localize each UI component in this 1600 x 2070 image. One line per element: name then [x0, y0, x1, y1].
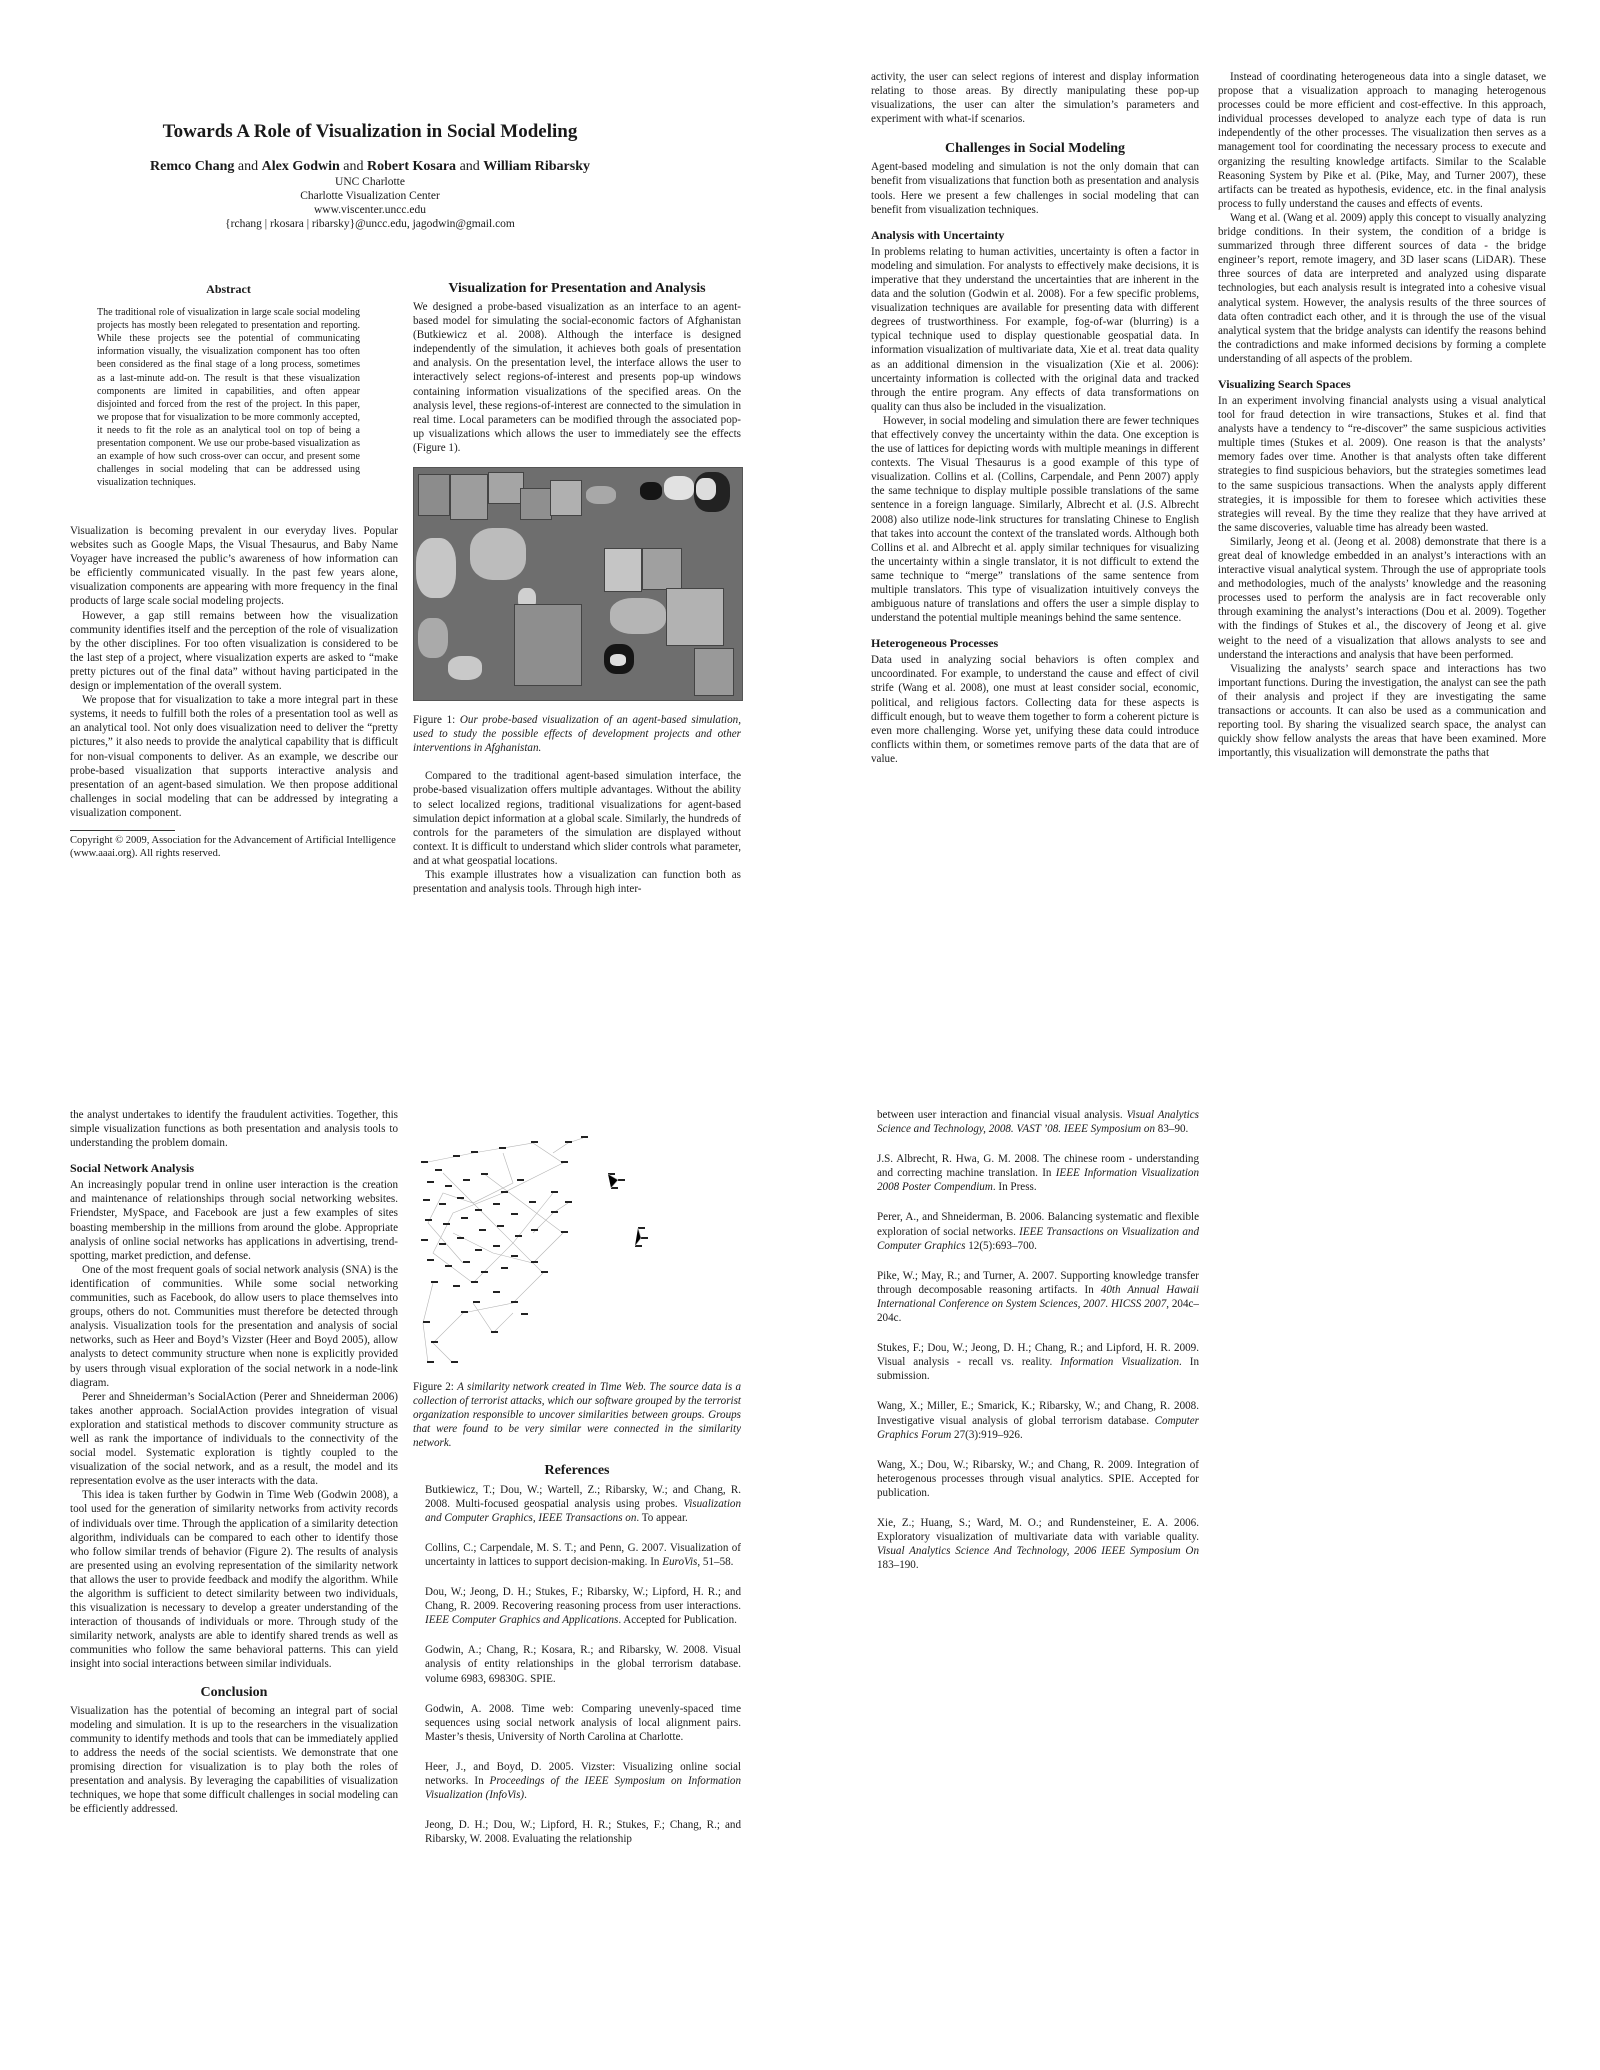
column-1-intro: [70, 524, 398, 860]
network-graph: [413, 1133, 741, 1368]
paragraph: Data used in analyzing social behaviors is often complex and uncoordinated. For example, to understand the cause and effect of civil strife (Wang et al. 2008), one must at least consider social, economic, political, and religious factors. Collecting data for these aspects is difficult enough, but to weave them together to form a coherent picture is even more challenging. Worse yet, unifying these data could introduce conflicts within them, or sometimes remove parts of the data that are of value.: [871, 654, 1199, 765]
copyright-notice: Copyright © 2009, Association for the Advancement of Artificial Intelligence (www.aaai.org). All rights reserved.: [70, 834, 396, 859]
column-3: [871, 70, 1199, 766]
reference-item: Collins, C.; Carpendale, M. S. T.; and Penn, G. 2007. Visualization of uncertainty in lattices to support decision-making. In EuroVis, 51–58.: [425, 1541, 741, 1568]
author-list: Remco Chang and Alex Godwin and Robert Kosara and William Ribarsky: [150, 159, 590, 174]
author: Alex Godwin: [261, 159, 340, 174]
author: William Ribarsky: [483, 159, 590, 174]
figure-caption-text: Our probe-based visualization of an agent-based simulation, used to study the possible effects of development projects and other interventions in Afghanistan.: [413, 714, 741, 755]
paragraph: Perer and Shneiderman’s SocialAction (Perer and Shneiderman 2006) takes another approach. SocialAction provides integration of visual exploration and statistical methods to discover community structure as well as rank the importance of individuals to the connectivity of the social model. Systematic exploration is tightly coupled to the visualization of the social network, and as a result, the model and its representation evolve as the user interacts with the data.: [70, 1390, 398, 1488]
subsection-heading: Heterogeneous Processes: [871, 636, 999, 651]
paragraph: Agent-based modeling and simulation is not the only domain that can benefit from visualizations that function both as presentation and analysis tools. Here we present a few challenges in social modeling that can benefit from visualization techniques.: [871, 161, 1199, 216]
references-heading: References: [544, 1463, 610, 1479]
column-2: [413, 1133, 741, 1862]
column-4: [1218, 70, 1546, 760]
figure-2-caption: [413, 1380, 741, 1450]
paragraph: However, in social modeling and simulation there are fewer techniques that effectively convey the uncertainty within the data. One exception is the use of lattices for depicting words with multiple meanings in different contexts. The Visual Thesaurus is a good example of this type of visualization. Collins et al. (Collins, Carpendale, and Penn 2007) apply the same technique to display multiple possible translations of the same sentence in a foreign language. Similarly, Albrecht et al. (J.S. Albrecht 2008) also utilize node-link structures for translating Chinese to English that takes into account the context of the translated words. Although both Collins et al. and Albrecht et al. apply similar techniques for visualizing the uncertainty within a single translator, it is not difficult to extend the same technique to “merge” translations of the same sentence from multiple translators. This type of visualization intuitively conveys the ambiguous nature of translations and offers the user a simple display to understand the potential multiple meanings behind the same sentence.: [871, 414, 1199, 625]
reference-item: Heer, J., and Boyd, D. 2005. Vizster: Visualizing online social networks. In Proceedings of the IEEE Symposium on Information Visualization (InfoVis).: [425, 1760, 741, 1802]
paragraph: Visualizing the analysts’ search space and interactions has two important functions. During the investigation, the analyst can see the path of their analysis and project if they are investigating the same transactions or accounts. It can also be used as a communication and reporting tool. By sharing the visualized search space, the analyst can quickly show fellow analysts the areas that have been examined. More importantly, this visualization will demonstrate the paths that: [1218, 662, 1546, 760]
affiliation-emails: {rchang | rkosara | ribarsky}@uncc.edu, jagodwin@gmail.com: [225, 218, 515, 230]
column-1: [70, 1108, 398, 1816]
reference-item: Pike, W.; May, R.; and Turner, A. 2007. Supporting knowledge transfer through decomposable reasoning artifacts. In 40th Annual Hawaii International Conference on System Sciences, 2007. HICSS 2007, 204c–204c.: [877, 1269, 1199, 1325]
paragraph: Instead of coordinating heterogeneous data into a single dataset, we propose that a visualization approach to managing heterogenous processes could be more efficient and cost-effective. In this approach, individual processes developed to analyze each type of data is run independently of the other processes. The visualization then serves as a management tool for coordinating the necessary process to execute and organizing the resulting knowledge artifacts. Similar to the Scalable Reasoning System by Pike et al. (Pike, May, and Turner 2007), these artifacts can be treated as hypothesis, evidence, etc. in the final analysis process to fully understand the causes and effects of events.: [1218, 71, 1546, 210]
reference-item: Dou, W.; Jeong, D. H.; Stukes, F.; Ribarsky, W.; Lipford, H. R.; and Chang, R. 2009. Recovering reasoning process from user interactions. IEEE Computer Graphics and Applications. Accepted for Publication.: [425, 1586, 741, 1627]
section-heading: Conclusion: [200, 1684, 268, 1700]
abstract: [97, 283, 360, 489]
abstract-text: The traditional role of visualization in large scale social modeling projects has mostly been relegated to presentation and reporting. While these projects see the potential of communicating information visually, the visualization component has too often been considered as the final stage of a long process, sometimes as a last-minute add-on. The result is that these visualization components are limited in capabilities, and often appear disjointed and forced from the rest of the project. In this paper, we propose that for visualization to be more commonly accepted, it needs to fit the role as an analytical tool on top of being a presentation component. We use our probe-based visualization as an example of how such cross-over can occur, and present some challenges in social modeling that can be addressed using visualization techniques.: [97, 307, 360, 489]
paragraph: Similarly, Jeong et al. (Jeong et al. 2008) demonstrate that there is a great deal of knowledge embedded in an analyst’s interactions with an interactive visual analytical system. Through the use of appropriate tools and methodologies, much of the analysts’ knowledge and the reasoning processes used to perform the analysis are in fact recoverable only through examining the analyst’s interactions (Dou et al. 2009). Together with the findings of Stukes et al., the discovery of Jeong et al. give weight to the need of a visualization that allows analysts to see and understand the interactions and analysis that have been performed.: [1218, 535, 1546, 661]
subsection-heading: Analysis with Uncertainty: [871, 227, 1005, 242]
reference-item: Perer, A., and Shneiderman, B. 2006. Balancing systematic and flexible exploration of social networks. IEEE Transactions on Visualization and Computer Graphics 12(5):693–700.: [877, 1211, 1199, 1252]
figure-1-caption: [413, 713, 741, 755]
column-2: [413, 280, 741, 896]
reference-item: Jeong, D. H.; Dou, W.; Lipford, H. R.; Stukes, F.; Chang, R.; and Ribarsky, W. 2008. Evaluating the relationship: [425, 1819, 741, 1846]
title-block: [70, 120, 670, 231]
paragraph: In an experiment involving financial analysts using a visual analytical tool for fraud detection in wire transactions, Stukes et al. find that analysts have a tendency to “re-discover” the same suspicious activities multiple times (Stukes et al. 2009). One reason is that the analysts’ memory fades over time. Another is that analysts often take different strategies to find suspicious behaviors, but the strategies sometimes lead to the same suspicious transactions. When the analysts apply different strategies, it is impossible for them to foresee which activities these strategies will reveal. By the time they realize that they have arrived at the same discoveries, valuable time has already been wasted.: [1218, 394, 1546, 534]
paragraph: Visualization is becoming prevalent in our everyday lives. Popular websites such as Google Maps, the Visual Thesaurus, and Baby Name Voyager have increased the public’s awareness of how information can be efficiently communicated visually. In the past few years alone, visualization components are appearing with more frequency in the final products of large scale social modeling projects.: [70, 525, 398, 608]
paragraph: However, a gap still remains between how the visualization community identifies itself and the perception of the role of visualization by the other disciplines. For too often visualization is considered to be the last step of a project, where visualization experts are asked to “make pretty pictures out of the final data” without having participated in the design or implementation of the overall system.: [70, 609, 398, 693]
column-3-references: [871, 1108, 1199, 1588]
affiliation-line: Charlotte Visualization Center: [300, 190, 440, 202]
paper-title: Towards A Role of Visualization in Social Modeling: [162, 121, 578, 142]
paragraph: We propose that for visualization to take a more integral part in these systems, it needs to fulfill both the roles of a presentation tool as well as an analytical tool. Not only does visualization need to deliver the “pretty pictures,” it also needs to provide the analytical capability that is difficult for non-visual components to deliver. As an example, we describe our probe-based visualization that supports interactive analysis and presentation of an agent-based simulation. We then propose additional challenges in social modeling that can be addressed by integrating a visualization component.: [70, 694, 398, 819]
figure-1-image: [413, 467, 743, 701]
page-2: [0, 1035, 1600, 2070]
author: Robert Kosara: [367, 159, 457, 174]
paragraph: the analyst undertakes to identify the fraudulent activities. Together, this simple visualization functions as both presentation and analysis tools to understanding the problem domain.: [70, 1109, 398, 1150]
figure-2-network: [413, 1133, 741, 1368]
affiliation-line: UNC Charlotte: [335, 176, 405, 188]
abstract-heading: Abstract: [206, 282, 251, 296]
section-heading: Challenges in Social Modeling: [944, 141, 1126, 157]
reference-item: J.S. Albrecht, R. Hwa, G. M. 2008. The chinese room - understanding and correcting machine translation. In IEEE Information Visualization 2008 Poster Compendium. In Press.: [877, 1153, 1199, 1194]
reference-item: Xie, Z.; Huang, S.; Ward, M. O.; and Rundensteiner, E. A. 2006. Exploratory visualization of multivariate data with variable quality. Visual Analytics Science And Technology, 2006 IEEE Symposium On 183–190.: [877, 1516, 1199, 1572]
reference-item: between user interaction and financial visual analysis. Visual Analytics Science and Technology, 2008. VAST ’08. IEEE Symposium on 83–90.: [877, 1109, 1199, 1136]
reference-item: Stukes, F.; Dou, W.; Jeong, D. H.; Chang, R.; and Lipford, H. R. 2009. Visual analysis - recall vs. reality. Information Visualization. In submission.: [877, 1342, 1199, 1383]
paragraph: Visualization has the potential of becoming an integral part of social modeling and simulation. It is up to the researchers in the visualization community to identify methods and tools that can be immediately applied to address the needs of the social scientists. We demonstrate that one promising direction for visualization is to play both the roles of presentation and analysis. By leveraging the capabilities of visualization techniques, we hope that some difficult challenges in social modeling can be efficiently addressed.: [70, 1704, 398, 1816]
reference-item: Wang, X.; Miller, E.; Smarick, K.; Ribarsky, W.; and Chang, R. 2008. Investigative visual analysis of global terrorism database. Computer Graphics Forum 27(3):919–926.: [877, 1400, 1199, 1441]
paragraph: Wang et al. (Wang et al. 2009) apply this concept to visually analyzing bridge conditions. In their system, the condition of a bridge is summarized through three different sources of data - the bridge engineer’s report, remote imagery, and 3D laser scans (LiDAR). These three sources of data are interpreted and analyzed using disparate technologies, but each analysis result is integrated into a cohesive visual analytical system. However, the analysis results of the three sources of data often contradict each other, and it is through the use of the visual analytical system that the bridge analysts can identify the reasons behind the contradictions and make informed decisions by forming a complete understanding of all aspects of the problem.: [1218, 211, 1546, 365]
paragraph: Compared to the traditional agent-based simulation interface, the probe-based visualization offers multiple advantages. Without the ability to select localized regions, traditional visualizations for agent-based simulation depict information at a global scale. Similarly, the hundreds of controls for the parameters of the simulation are displayed without context. It is difficult to understand which slider controls what parameter, and at what geospatial locations.: [413, 770, 741, 867]
affiliation-url: www.viscenter.uncc.edu: [314, 204, 426, 216]
subsection-heading: Visualizing Search Spaces: [1218, 376, 1351, 391]
paragraph: We designed a probe-based visualization as an interface to an agent-based model for simulating the social-economic factors of Afghanistan (Butkiewicz et al. 2008). Although the interface is designed independently of the simulation, it achieves both goals of presentation and analysis. On the presentation level, the interface allows the user to interactively select regions-of-interest and presents pop-up windows containing information visualizations of the specified areas. On the analysis level, these regions-of-interest are connected to the simulation in real time. Local parameters can be modified through the associated pop-up visualizations which allows the user to immediately see the effects (Figure 1).: [413, 301, 741, 454]
reference-item: Godwin, A.; Chang, R.; Kosara, R.; and Ribarsky, W. 2008. Visual analysis of entity relationships in the global terrorism database. volume 6983, 69830G. SPIE.: [425, 1644, 741, 1685]
section-heading: Visualization for Presentation and Analysis: [448, 281, 706, 296]
figure-label: Figure 2:: [413, 1381, 454, 1393]
paragraph: One of the most frequent goals of social network analysis (SNA) is the identification of communities. While some social networking communities, such as Facebook, do allow users to place themselves into groups, others do not. Communities must therefore be detected through analysis. Visualization tools for the presentation and analysis of social networks, such as Heer and Boyd’s Vizster (Heer and Boyd 2005), allow analysts to detect community structure when none is explicitly provided by users through visual exploration of the social network in a node-link diagram.: [70, 1263, 398, 1389]
paragraph: This example illustrates how a visualization can function both as presentation and analysis tools. Through high inter-: [413, 868, 741, 896]
paragraph: An increasingly popular trend in online user interaction is the creation and maintenance of relationships through social networking websites. Friendster, MySpace, and Facebook are just a few examples of sites boasting membership in the millions from around the globe. Appropriate analysis of online social networks has applications in advertising, trend-spotting, market prediction, and defense.: [70, 1179, 398, 1262]
paragraph: activity, the user can select regions of interest and display information relating to those areas. By directly manipulating these pop-up visualizations, the user can alter the simulation’s parameters and experiment with what-if scenarios.: [871, 71, 1199, 126]
footnote-rule: [70, 830, 175, 831]
reference-item: Godwin, A. 2008. Time web: Comparing unevenly-spaced time sequences using social network analysis of local alignment pairs. Master’s thesis, University of North Carolina at Charlotte.: [425, 1702, 741, 1743]
subsection-heading: Social Network Analysis: [70, 1161, 195, 1176]
paragraph: In problems relating to human activities, uncertainty is often a factor in modeling and simulation. For analysts to effectively make decisions, it is imperative that they understand the uncertainties that are inherent in the data and the solution (Godwin et al. 2008). For a few specific problems, visualization techniques are available for presenting data with different degrees of trustworthiness. For example, fog-of-war (blurring) is a typical technique used to display questionable geospatial data. In information visualization of multivariate data, Xie et al. treat data quality as an additional dimension in the visualization (Xie et al. 2006): uncertainty information is collected with the original data and tracked through the entire program. Any effects of data transformations on quality can thus also be included in the visualization.: [871, 245, 1199, 413]
figure-caption-text: A similarity network created in Time Web. The source data is a collection of terrorist attacks, which our software grouped by the terrorist organization responsible to uncover similarities between groups. Groups that were found to be very similar were connected in the similarity network.: [413, 1381, 741, 1450]
reference-item: Butkiewicz, T.; Dou, W.; Wartell, Z.; Ribarsky, W.; and Chang, R. 2008. Multi-focused geospatial analysis using probes. Visualization and Computer Graphics, IEEE Transactions on. To appear.: [425, 1483, 741, 1524]
figure-label: Figure 1:: [413, 714, 456, 727]
author: Remco Chang: [150, 159, 235, 174]
paragraph: This idea is taken further by Godwin in Time Web (Godwin 2008), a tool used for the generation of similarity networks from activity records of individuals over time. Through the application of a similarity detection algorithm, individuals can be compared to each other to identify those who follow similar trends of behavior (Figure 2). The results of analysis are presented using an evolving representation of the similarity network that allows the user to provide feedback and modify the algorithm. While the algorithm is sufficient to detect similarity between two individuals, this visualization is necessary to develop a greater understanding of the interaction of thousands of individuals or more. Through study of the similarity network, analysts are able to identify shared trends as well as communities who follow the same behavioral patterns. This can yield insight into social interactions between similar individuals.: [70, 1489, 398, 1671]
reference-item: Wang, X.; Dou, W.; Ribarsky, W.; and Chang, R. 2009. Integration of heterogenous processes through visual analytics. SPIE. Accepted for publication.: [877, 1458, 1199, 1499]
